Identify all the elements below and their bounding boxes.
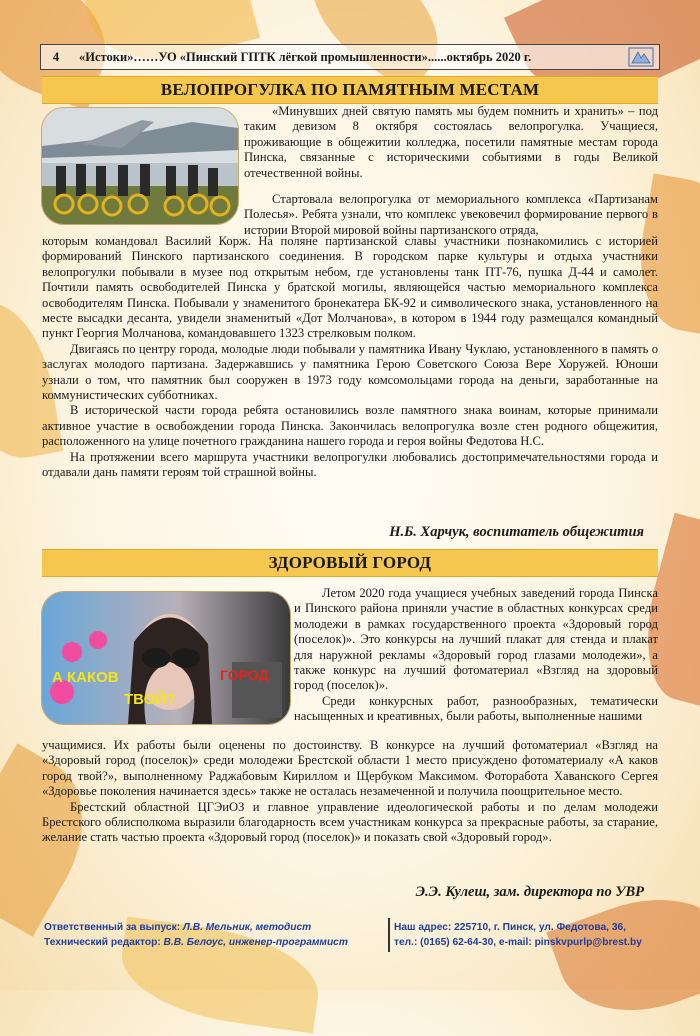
college-logo-icon — [627, 46, 655, 68]
article2-body-text — [42, 738, 658, 846]
page-number: 4 — [52, 49, 60, 64]
paragraph: Брестский областной ЦГЭиОЗ и главное управление идеологической работы и по делам молодежи Брестского облисполкома выразили благодарность всем участникам конкурса за прекрасные работы, за старание, желание стать частью проекта «Здоровый город (поселок)» и показать свой «Здоровый город». — [42, 799, 658, 845]
paragraph: Двигаясь по центру города, молодые люди побывали у памятника Ивану Чуклаю, установленного в память о заслугах молодого партизана. Задержавшись у памятника Герою Советского Союза Вере Хоружей. Юноши узнали о том, что памятник был сооружен в 1973 году комсомольцами города на деньги, заработанные на коммунистических субботниках. — [42, 341, 658, 403]
article2-signature: Э.Э. Кулеш, зам. директора по УВР — [415, 884, 644, 900]
editor-value: В.В. Белоус, инженер-программист — [163, 936, 348, 948]
bike-ride-photo-image — [42, 108, 238, 224]
footer-contacts — [394, 921, 674, 950]
article-title-bike-ride: ВЕЛОПРОГУЛКА ПО ПАМЯТНЫМ МЕСТАМ — [42, 76, 658, 104]
article1-body-text — [42, 234, 658, 481]
paragraph: учащимися. Их работы были оценены по достоинству. В конкурсе на лучший фотоматериал «Взгляд на «Здоровый город (поселок)» среди молодежи Брестской области 1 место присуждено фотоматериалу «А каков город твой?», выполненному Раджабовым Кириллом и Щербуком Максимом. Фоторабота Хаванского Сергея «Здоровье поколения начинается здесь» также не осталась незамеченной и получила поощрительное место. — [42, 738, 658, 799]
address: Наш адрес: 225710, г. Пинск, ул. Федотова, 36, — [394, 922, 626, 933]
responsible-line — [44, 921, 384, 936]
article1-signature: Н.Б. Харчук, воспитатель общежития — [389, 524, 644, 540]
contacts: тел.: (0165) 62-64-30, e-mail: pinskvpurlp@brest.by — [394, 936, 642, 948]
paragraph: Среди конкурсных работ, разнообразных, тематически насыщенных и креативных, были работы, выполненные нашими — [294, 693, 658, 724]
editor-label: Технический редактор: — [44, 936, 164, 948]
editor-line — [44, 936, 384, 951]
healthy-city-poster — [42, 592, 290, 724]
poster-caption-2: ТВОЙ? — [124, 691, 176, 708]
paragraph: Летом 2020 года учащиеся учебных заведений города Пинска и Пинского района приняли участие в областных конкурсах среди молодежи в рамках государственного проекта «Здоровый город (поселок)». Это конкурсы на лучший плакат для стенда и плакат для наружной рекламы «Здоровый город глазами молодежи», а также конкурс на лучший фотоматериал «Взгляд на здоровый город (поселок)». — [294, 586, 658, 693]
article-title-healthy-city: ЗДОРОВЫЙ ГОРОД — [42, 549, 658, 577]
article2-side-text — [294, 586, 658, 725]
responsible-value: Л.В. Мельник, методист — [182, 922, 312, 933]
footer-divider — [388, 918, 390, 952]
poster-caption-1: А КАКОВ — [52, 669, 119, 686]
footer-credits — [44, 921, 384, 950]
healthy-city-poster-image — [42, 592, 290, 724]
poster-caption-3: ГОРОД — [220, 667, 269, 683]
paragraph: «Минувших дней святую память мы будем помнить и хранить» – под таким девизом 8 октября состоялась велопрогулка. Учащиеся, проживающие в общежитии колледжа, посетили памятные местам города Пинска, связанные с историческими событиями в годы Великой отечественной войны. — [244, 104, 658, 180]
responsible-label: Ответственный за выпуск: — [44, 922, 183, 933]
paragraph: Стартовала велопрогулка от мемориального комплекса «Партизанам Полесья». Ребята узнали, что комплекс увековечил формирование первого в истории Второй мировой войны партизанского отряда, — [244, 192, 658, 237]
page-header — [40, 44, 660, 70]
paragraph: которым командовал Василий Корж. На поляне партизанской славы участники познакомились с историей формирований Пинского партизанского соединения. В городском парке культуры и отдыха участники велопрогулки побывали в музее под открытым небом, где установлены танк ПТ-76, пушка Д-44 и самолет. Почтили память освободителей Пинска у братской могилы, являющейся частью мемориального комплекса освободителям Пинска. Побывали у знаменитого бронекатера БК-92 и символического знака, установленного на месте высадки десанта, увидели знаменитый «Дот Молчанова», в котором в 1944 году размещался командный пункт Георгия Молчанова, командовавшего 1323 стрелковым полком. — [42, 234, 658, 341]
paragraph: На протяжении всего маршрута участники велопрогулки любовались достопримечательностями города и отдавали дань памяти героям той страшной войны. — [42, 449, 658, 480]
article1-side-text — [244, 104, 658, 238]
header-title: «Истоки»……УО «Пинский ГПТК лёгкой промышленности»......октябрь 2020 г. — [79, 49, 532, 64]
paragraph: В исторической части города ребята остановились возле памятного знака воинам, которые принимали активное участие в освобождении города Пинска. Закончилась велопрогулка возле стен родного общежития, расположенного на улице почетного гражданина нашего города и героя войны Федотова Н.С. — [42, 403, 658, 449]
bike-ride-photo — [42, 108, 238, 224]
